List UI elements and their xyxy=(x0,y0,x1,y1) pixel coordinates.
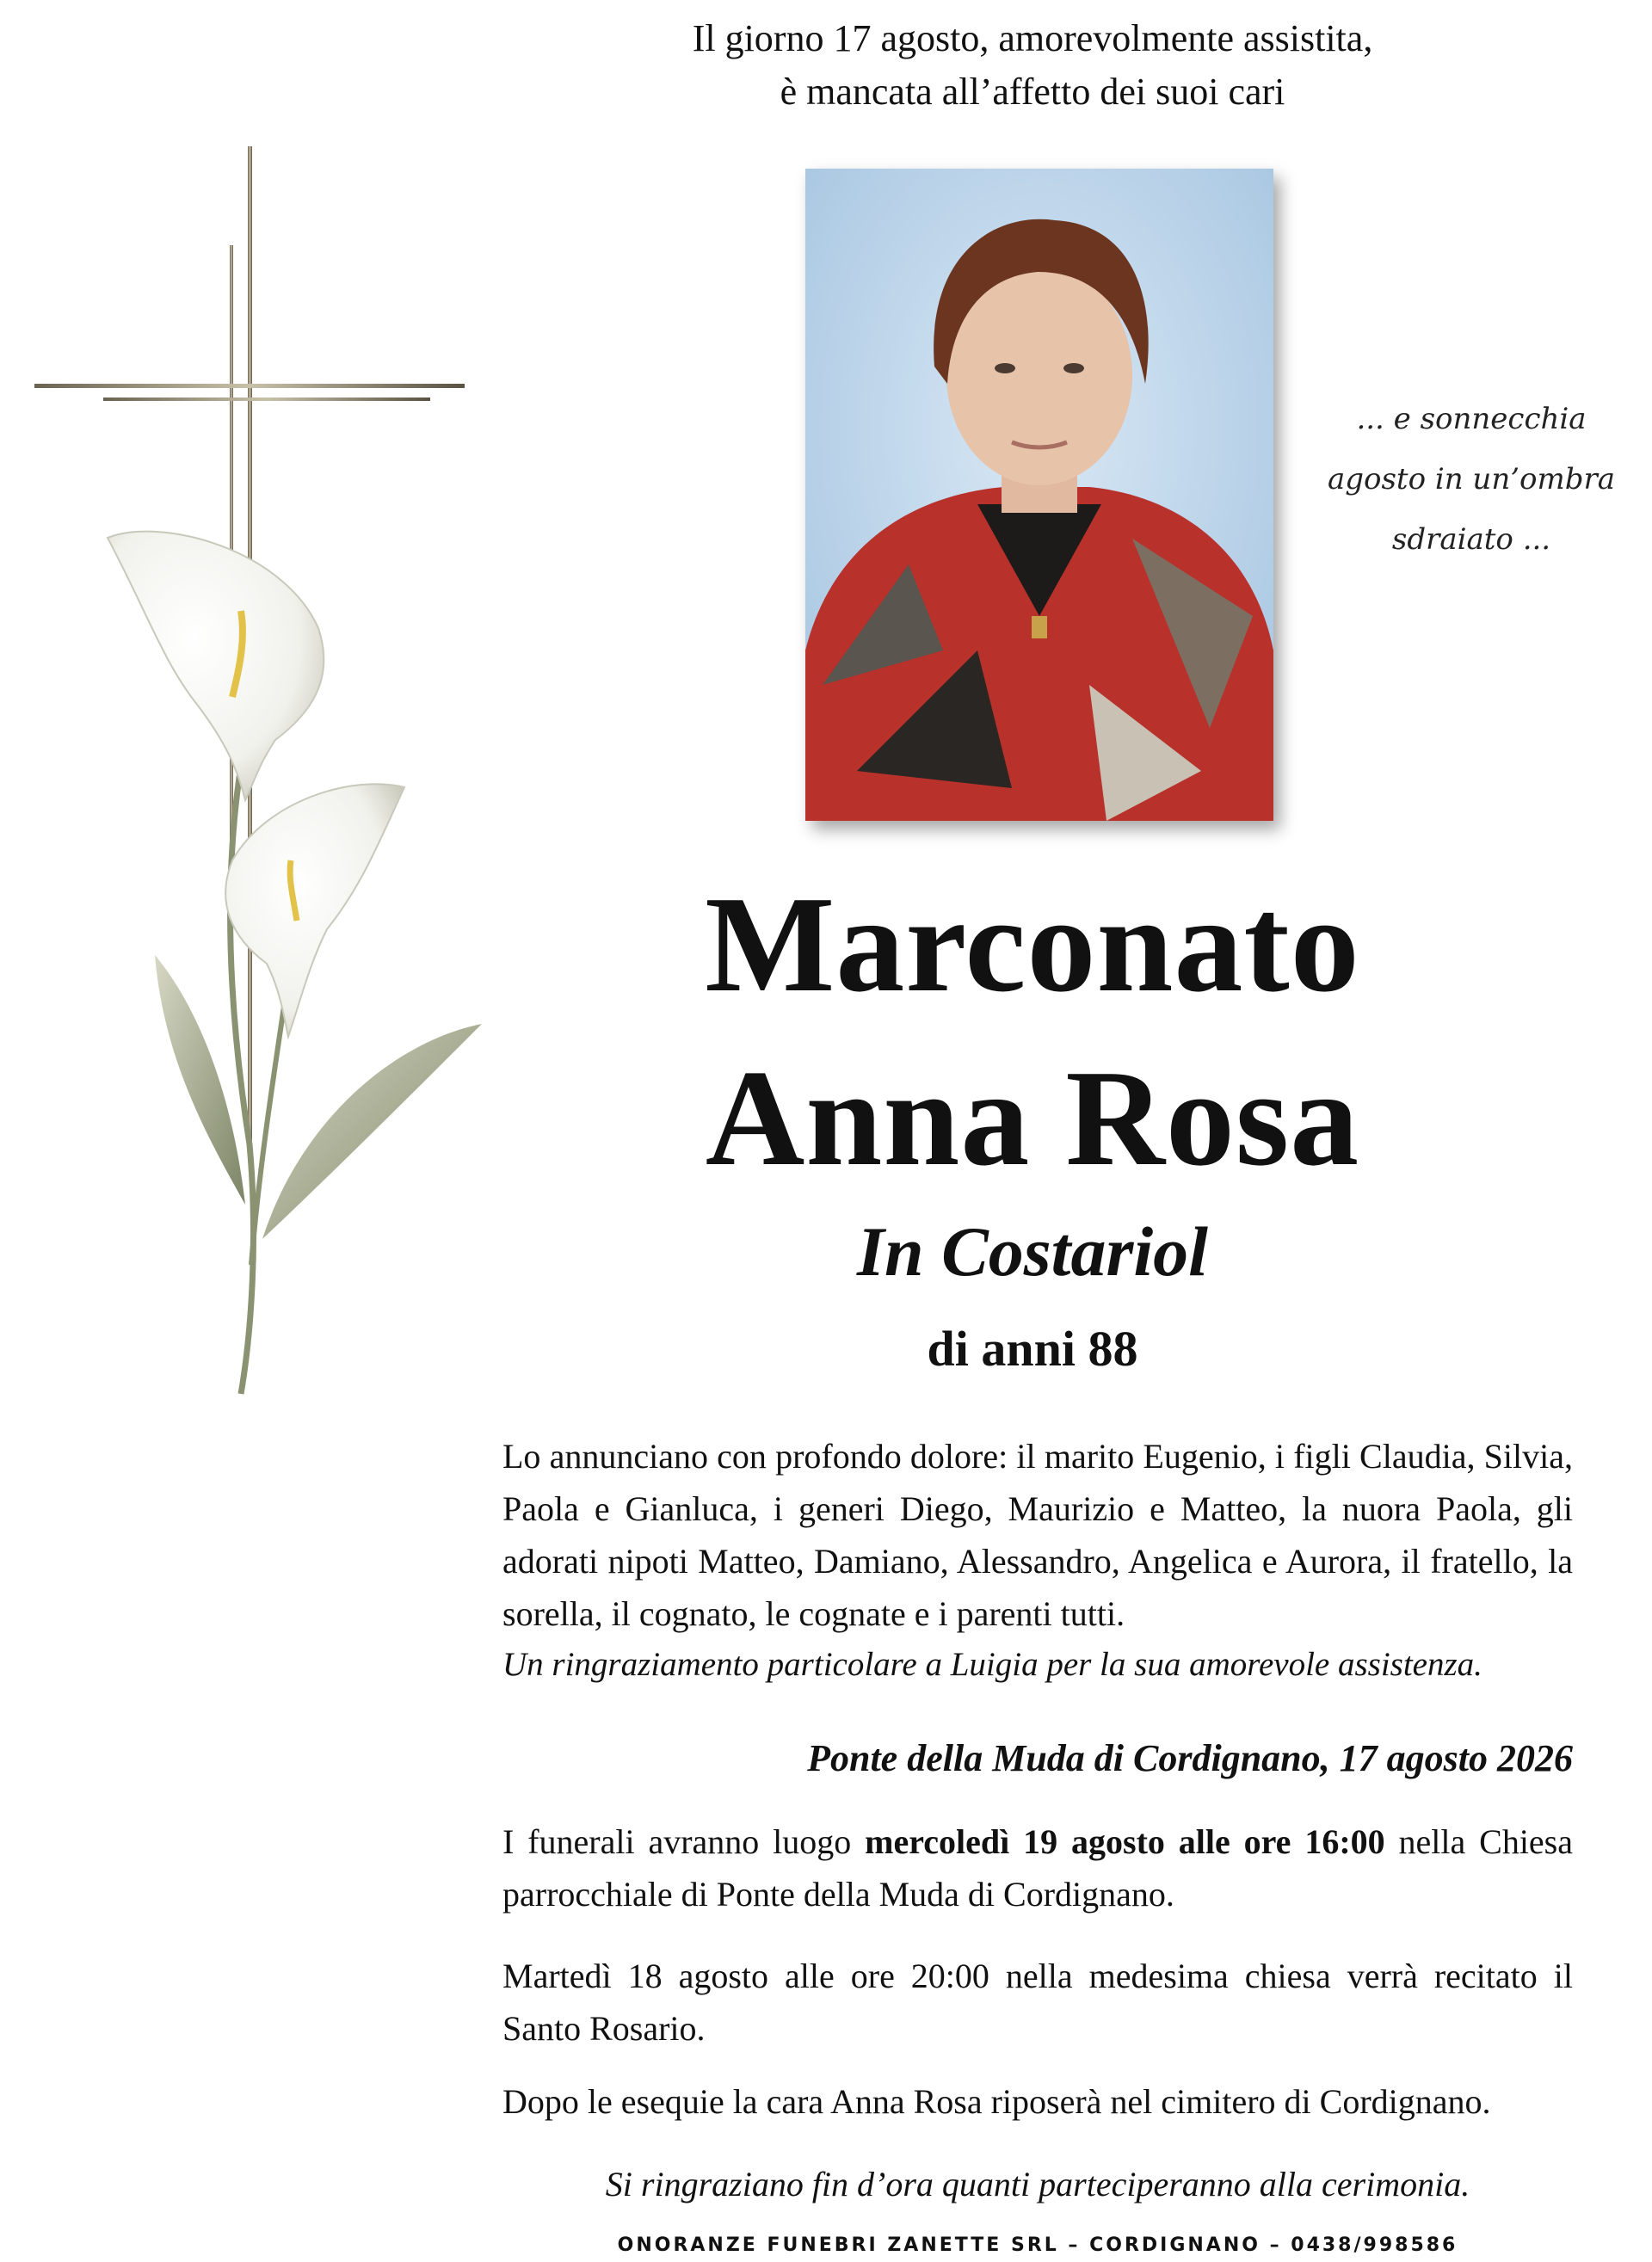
funeral-info xyxy=(502,1815,1573,1920)
funeral-suffix: nella Chiesa parrocchiale di Ponte della Muda di Cordignano. xyxy=(502,1822,1574,1914)
cross-with-calla-lilies-icon xyxy=(26,146,508,1566)
deceased-surname: Marconato xyxy=(705,867,1360,1020)
portrait-photo xyxy=(805,169,1273,821)
intro-line-2: è mancata all’affetto dei suoi cari xyxy=(780,71,1285,113)
verse-line-2: agosto in un’ombra xyxy=(1327,462,1616,496)
burial-info: Dopo le esequie la cara Anna Rosa riposerà nel cimitero di Cordignano. xyxy=(502,2082,1491,2121)
poetic-verse xyxy=(1316,389,1626,570)
closing-thanks: Si ringraziano fin d’ora quanti parteciperanno alla cerimonia. xyxy=(605,2165,1470,2203)
verse-line-1: ... e sonnecchia xyxy=(1356,402,1587,436)
funeral-prefix: I funerali avranno luogo xyxy=(502,1822,866,1861)
place-date: Ponte della Muda di Cordignano, 17 agosto 2026 xyxy=(807,1737,1573,1779)
announcement-text: Lo annunciano con profondo dolore: il marito Eugenio, i figli Claudia, Silvia, Paola e Gianluca, i generi Diego, Maurizio e Matteo, la nuora Paola, gli adorati nipoti Matteo, Damiano, Alessandro, Angelica e Aurora, il fratello, la sorella, il cognato, le cognate e i parenti tutti. xyxy=(502,1437,1573,1633)
deceased-given-names: Anna Rosa xyxy=(705,1041,1360,1194)
intro-line-1: Il giorno 17 agosto, amorevolmente assistita, xyxy=(692,17,1373,59)
verse-line-3: sdraiato ... xyxy=(1391,522,1551,557)
age: di anni 88 xyxy=(927,1321,1138,1377)
married-name: In Costariol xyxy=(857,1212,1208,1291)
funeral-home-footer: ONORANZE FUNEBRI ZANETTE SRL – CORDIGNANO – 0438/998586 xyxy=(617,2234,1458,2256)
rosary-info: Martedì 18 agosto alle ore 20:00 nella medesima chiesa verrà recitato il Santo Rosario. xyxy=(502,1957,1573,2048)
intro-text xyxy=(551,12,1514,119)
special-thanks: Un ringraziamento particolare a Luigia per la sua amorevole assistenza. xyxy=(502,1646,1482,1683)
funeral-when: mercoledì 19 agosto alle ore 16:00 xyxy=(865,1822,1385,1861)
